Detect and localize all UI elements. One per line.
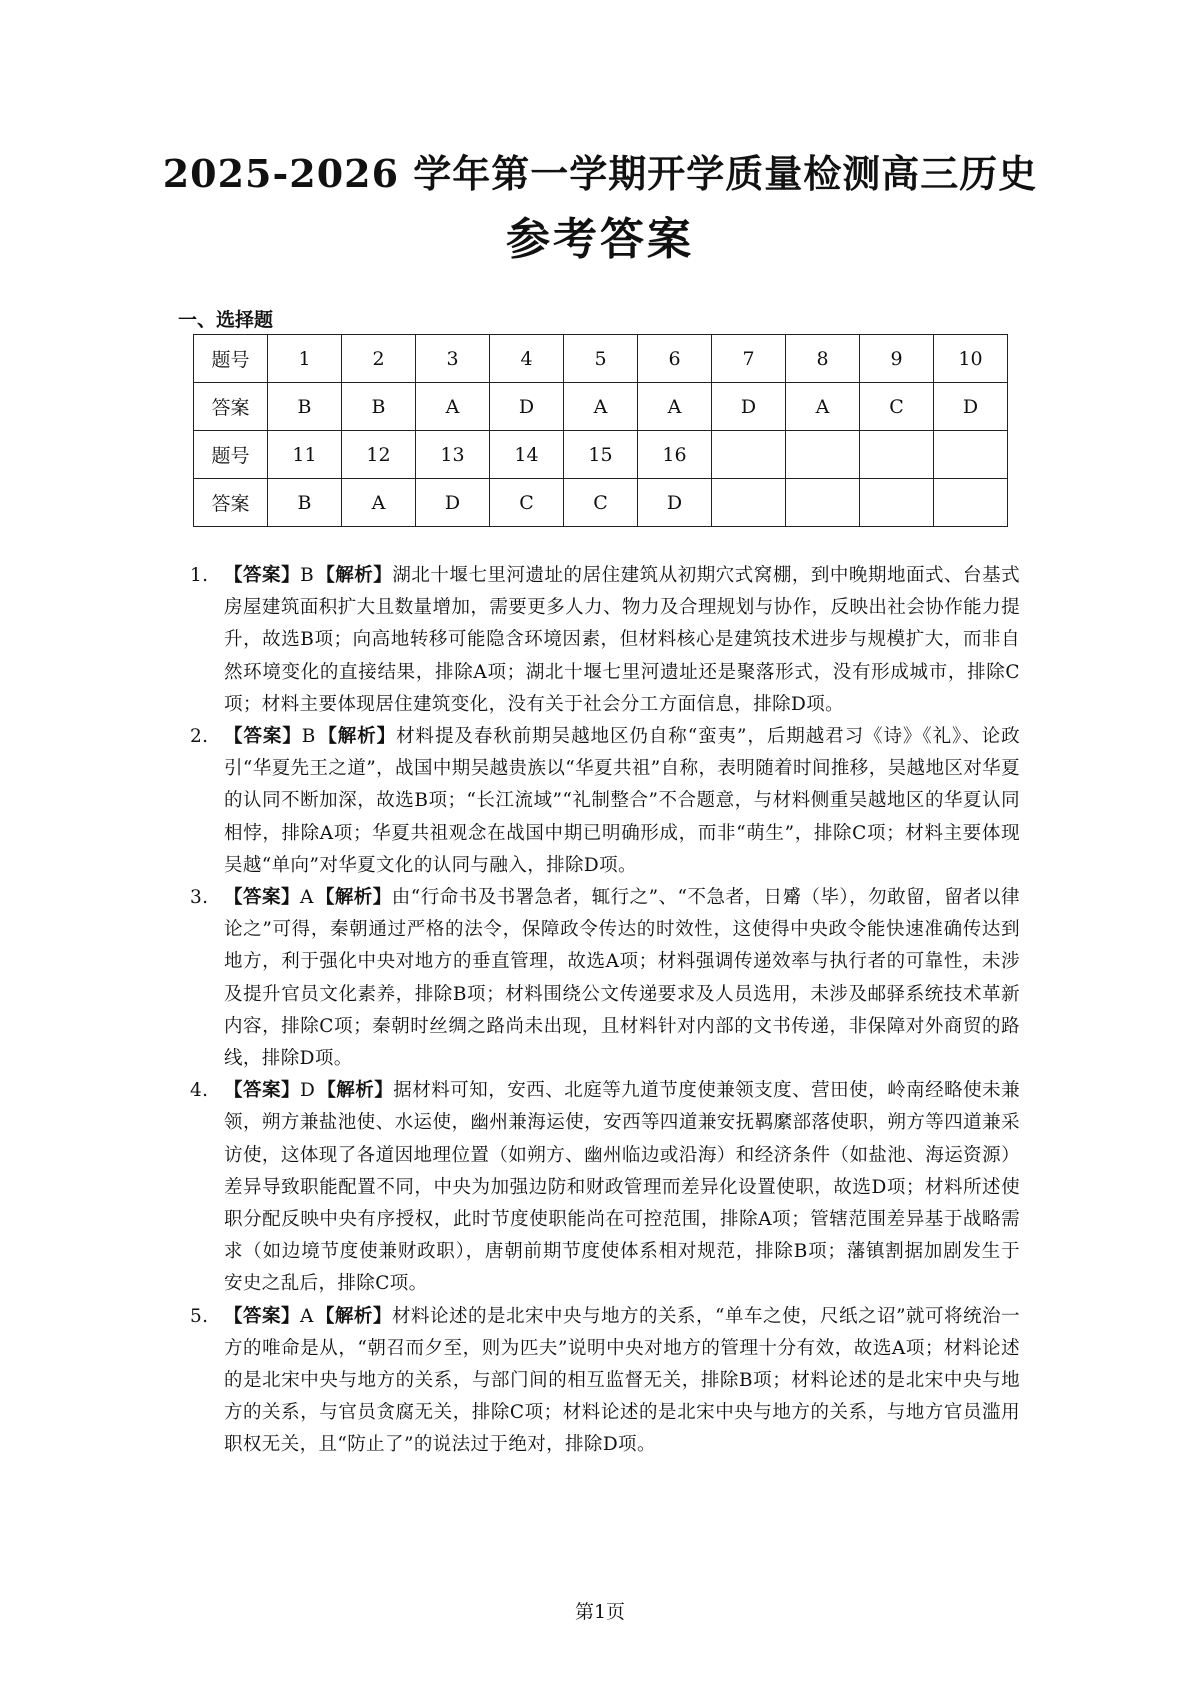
table-cell: D: [638, 479, 712, 527]
explanation-list: [190, 560, 1020, 1462]
table-cell: 14: [490, 431, 564, 479]
page-subtitle: 参考答案: [506, 214, 694, 265]
item-number: 3.: [190, 887, 209, 909]
item-number: 2.: [190, 726, 209, 748]
answer-choice: A: [300, 1305, 314, 1327]
table-cell: 4: [490, 335, 564, 383]
table-cell: 1: [268, 335, 342, 383]
table-cell: B: [342, 383, 416, 431]
table-cell: 6: [638, 335, 712, 383]
item-number: 5.: [190, 1305, 209, 1327]
table-cell: 5: [564, 335, 638, 383]
explanation-text: 材料论述的是北宋中央与地方的关系，“单车之使，尺纸之诏”就可将统治一方的唯命是从，“朝召而夕至，则为匹夫”说明中央对地方的管理十分有效，故选A项；材料论述的是北宋中央与地方的关系，与部门间的相互监督无关，排除B项；材料论述的是北宋中央与地方的关系，与官员贪腐无关，排除C项；材料论述的是北宋中央与地方的关系，与地方官员滥用职权无关，且“防止了”的说法过于绝对，排除D项。: [224, 1305, 1020, 1456]
table-cell: 2: [342, 335, 416, 383]
item-number: 1.: [190, 565, 209, 586]
page-title: 2025-2026 学年第一学期开学质量检测高三历史: [162, 151, 1038, 196]
answer-choice: D: [299, 1080, 316, 1102]
row-label-cell: 题号: [194, 431, 268, 479]
table-cell: A: [416, 383, 490, 431]
table-cell: A: [564, 383, 638, 431]
table-cell: C: [860, 383, 934, 431]
table-cell: [934, 431, 1008, 479]
table-cell: A: [342, 479, 416, 527]
row-label-cell: 答案: [194, 383, 268, 431]
table-cell: 15: [564, 431, 638, 479]
analysis-tag: 【解析】: [316, 565, 393, 586]
explanation-text: 由“行命书及书署急者，辄行之”、“不急者，日觱（毕），勿敢留，留者以律论之”可得，秦朝通过严格的法令，保障政令传达的时效性，这使得中央政令能快速准确传达到地方，利于强化中央对地方的垂直管理，故选A项；材料强调传递效率与执行者的可靠性，未涉及提升官员文化素养，排除B项；材料围绕公文传递要求及人员选用，未涉及邮驿系统技术革新内容，排除C项；秦朝时丝绸之路尚未出现，且材料针对内部的文书传递，非保障对外商贸的路线，排除D项。: [224, 887, 1020, 1070]
table-cell: [860, 431, 934, 479]
row-label-cell: 答案: [194, 479, 268, 527]
table-row: [194, 431, 1008, 479]
table-cell: 16: [638, 431, 712, 479]
table-cell: C: [490, 479, 564, 527]
table-row: [194, 383, 1008, 431]
table-row: [194, 335, 1008, 383]
table-cell: [934, 479, 1008, 527]
table-cell: [712, 431, 786, 479]
answer-choice: A: [299, 887, 314, 909]
answer-tag: 【答案】: [224, 565, 301, 586]
analysis-tag: 【解析】: [317, 726, 397, 748]
table-cell: C: [564, 479, 638, 527]
explanation-item: [190, 560, 1020, 721]
answer-tag: 【答案】: [224, 1080, 300, 1102]
table-cell: 13: [416, 431, 490, 479]
answer-choice: B: [301, 726, 316, 748]
table-cell: D: [712, 383, 786, 431]
table-cell: D: [934, 383, 1008, 431]
table-cell: B: [268, 479, 342, 527]
answer-tag: 【答案】: [224, 1305, 301, 1327]
table-cell: 3: [416, 335, 490, 383]
table-cell: A: [638, 383, 712, 431]
explanation-item: [190, 721, 1020, 882]
table-cell: 12: [342, 431, 416, 479]
table-cell: 7: [712, 335, 786, 383]
table-cell: 10: [934, 335, 1008, 383]
explanation-item: [190, 1301, 1020, 1462]
table-cell: 8: [786, 335, 860, 383]
page-number: 第1页: [574, 1601, 626, 1623]
table-cell: D: [490, 383, 564, 431]
table-row: [194, 479, 1008, 527]
table-cell: 9: [860, 335, 934, 383]
section-heading: 一、选择题: [178, 309, 274, 331]
analysis-tag: 【解析】: [317, 1080, 394, 1102]
table-cell: B: [268, 383, 342, 431]
table-cell: [712, 479, 786, 527]
answer-table: [193, 334, 1008, 527]
answer-tag: 【答案】: [224, 887, 300, 909]
table-cell: [786, 479, 860, 527]
analysis-tag: 【解析】: [315, 1305, 392, 1327]
analysis-tag: 【解析】: [315, 887, 392, 909]
item-number: 4.: [190, 1080, 209, 1102]
explanation-item: [190, 1075, 1020, 1300]
explanation-text: 湖北十堰七里河遗址的居住建筑从初期穴式窝棚，到中晚期地面式、台基式房屋建筑面积扩大且数量增加，需要更多人力、物力及合理规划与协作，反映出社会协作能力提升，故选B项；向高地转移可能隐含环境因素，但材料核心是建筑技术进步与规模扩大，而非自然环境变化的直接结果，排除A项；湖北十堰七里河遗址还是聚落形式，没有形成城市，排除C项；材料主要体现居住建筑变化，没有关于社会分工方面信息，排除D项。: [224, 565, 1021, 715]
row-label-cell: 题号: [194, 335, 268, 383]
table-cell: D: [416, 479, 490, 527]
answer-tag: 【答案】: [224, 726, 302, 748]
table-cell: A: [786, 383, 860, 431]
answer-choice: B: [300, 565, 315, 586]
explanation-text: 据材料可知，安西、北庭等九道节度使兼领支度、营田使，岭南经略使未兼领，朔方兼盐池使、水运使，幽州兼海运使，安西等四道兼安抚羁縻部落使职，朔方等四道兼采访使，这体现了各道因地理位置（如朔方、幽州临边或沿海）和经济条件（如盐池、海运资源）差异导致职能配置不同，中央为加强边防和财政管理而差异化设置使职，故选D项；材料所述使职分配反映中央有序授权，此时节度使职能尚在可控范围，排除A项；管辖范围差异基于战略需求（如边境节度使兼财政职），唐朝前期节度使体系相对规范，排除B项；藩镇割据加剧发生于安史之乱后，排除C项。: [224, 1080, 1020, 1295]
explanation-item: [190, 882, 1020, 1075]
explanation-text: 材料提及春秋前期吴越地区仍自称“蛮夷”，后期越君习《诗》《礼》、论政引“华夏先王之道”，战国中期吴越贵族以“华夏共祖”自称，表明随着时间推移，吴越地区对华夏的认同不断加深，故选B项；“长江流域”“礼制整合”不合题意，与材料侧重吴越地区的华夏认同相悖，排除A项；华夏共祖观念在战国中期已明确形成，而非“萌生”，排除C项；材料主要体现吴越“单向”对华夏文化的认同与融入，排除D项。: [224, 726, 1020, 876]
table-cell: [860, 479, 934, 527]
table-cell: 11: [268, 431, 342, 479]
table-cell: [786, 431, 860, 479]
